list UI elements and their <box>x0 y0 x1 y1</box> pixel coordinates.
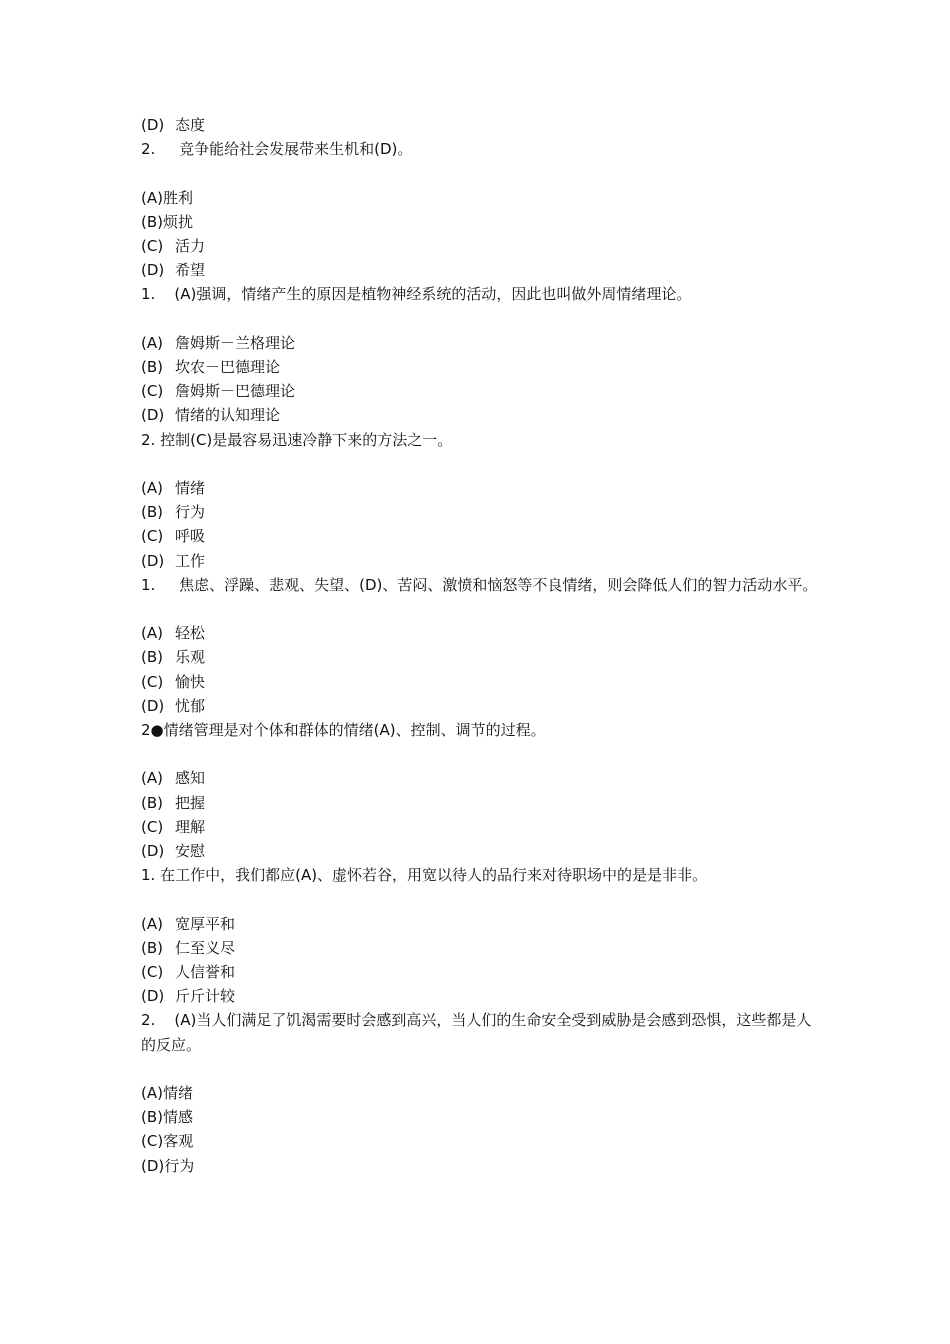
question-gap <box>155 285 174 303</box>
answer-option <box>141 766 821 790</box>
question-stem <box>141 428 821 452</box>
question-gap <box>155 576 179 594</box>
option-letter: (A) <box>141 1084 163 1103</box>
option-letter: (C) <box>141 1132 164 1151</box>
answer-option <box>141 210 821 234</box>
answer-option <box>141 1154 821 1178</box>
answer-option <box>141 403 821 427</box>
option-text: 活力 <box>175 237 206 255</box>
question-stem <box>141 1008 821 1056</box>
option-letter: (C) <box>141 817 164 836</box>
option-letter: (B) <box>141 938 163 957</box>
option-letter: (D) <box>141 261 165 280</box>
option-text: 烦扰 <box>163 212 194 231</box>
answer-option <box>141 694 821 718</box>
question-number: 2. <box>141 140 156 159</box>
option-letter: (D) <box>141 1156 165 1175</box>
question-gap <box>155 1011 174 1029</box>
question-number: 1. <box>141 866 156 885</box>
question-text: (A)强调，情绪产生的原因是植物神经系统的活动，因此也叫做外周情绪理论。 <box>174 285 692 304</box>
document-page <box>141 113 821 1178</box>
option-letter: (C) <box>141 672 164 691</box>
answer-option <box>141 936 821 960</box>
answer-option <box>141 258 821 282</box>
question-stem <box>141 863 821 887</box>
answer-option <box>141 621 821 645</box>
option-text: 安慰 <box>175 842 206 861</box>
option-letter: (B) <box>141 358 163 376</box>
option-text: 理解 <box>175 817 206 836</box>
option-letter: (C) <box>141 237 164 255</box>
answer-option <box>141 815 821 839</box>
option-letter: (D) <box>141 696 165 715</box>
option-letter: (B) <box>141 793 163 812</box>
option-text: 人信誉和 <box>175 963 236 982</box>
option-letter: (C) <box>141 527 164 546</box>
answer-option <box>141 524 821 548</box>
option-text: 感知 <box>175 769 206 788</box>
option-text: 客观 <box>163 1132 194 1151</box>
question-number: 1. <box>141 285 156 304</box>
option-letter: (A) <box>141 333 163 352</box>
option-text: 宽厚平和 <box>175 914 236 933</box>
answer-option <box>141 186 821 210</box>
answer-option <box>141 1129 821 1153</box>
option-letter: (B) <box>141 212 163 231</box>
option-text: 胜利 <box>162 188 193 207</box>
question-text: 控制(C)是最容易迅速冷静下来的方法之一。 <box>160 430 453 449</box>
option-letter: (D) <box>141 551 165 570</box>
option-letter: (B) <box>141 503 163 522</box>
option-letter: (A) <box>141 914 163 933</box>
answer-option <box>141 379 821 403</box>
option-text: 乐观 <box>175 648 206 667</box>
option-text: 情绪 <box>162 1084 193 1103</box>
option-letter: (A) <box>141 479 163 497</box>
question-gap <box>155 140 179 158</box>
answer-option <box>141 960 821 984</box>
option-text: 情感 <box>163 1108 194 1127</box>
question-number: 1. <box>141 575 156 594</box>
option-text: 行为 <box>175 503 206 522</box>
option-text: 詹姆斯－兰格理论 <box>175 333 296 352</box>
question-stem <box>141 137 821 161</box>
answer-option <box>141 670 821 694</box>
question-number: 2● <box>141 721 164 740</box>
option-text: 坎农－巴德理论 <box>175 358 281 376</box>
answer-option <box>141 984 821 1008</box>
question-text: 情绪管理是对个体和群体的情绪(A)、控制、调节的过程。 <box>163 721 546 740</box>
question-text: 焦虑、浮躁、悲观、失望、(D)、苦闷、激愤和恼怒等不良情绪，则会降低人们的智力活动水平。 <box>179 575 818 594</box>
option-letter: (D) <box>141 987 165 1006</box>
option-letter: (A) <box>141 188 163 207</box>
question-stem <box>141 718 821 742</box>
option-letter: (A) <box>141 624 163 643</box>
option-text: 工作 <box>175 551 206 570</box>
option-letter: (D) <box>141 116 165 134</box>
option-text: 愉快 <box>175 672 206 691</box>
option-text: 情绪 <box>175 479 206 497</box>
question-text: 竞争能给社会发展带来生机和(D)。 <box>179 140 413 159</box>
answer-option <box>141 912 821 936</box>
answer-option <box>141 500 821 524</box>
option-text: 行为 <box>164 1156 195 1175</box>
option-text: 忧郁 <box>175 696 206 715</box>
question-number: 2. <box>141 430 156 449</box>
question-number: 2. <box>141 1011 156 1030</box>
option-text: 态度 <box>175 116 206 134</box>
answer-option <box>141 839 821 863</box>
option-text: 詹姆斯－巴德理论 <box>175 382 296 401</box>
option-text: 希望 <box>175 261 206 280</box>
question-text: (A)当人们满足了饥渴需要时会感到高兴，当人们的生命安全受到威胁是会感到恐惧，这些都是人的反应。 <box>141 1011 812 1054</box>
answer-option <box>141 234 821 258</box>
question-stem <box>141 573 821 597</box>
answer-option <box>141 476 821 500</box>
answer-option <box>141 331 821 355</box>
question-text: 在工作中，我们都应(A)、虚怀若谷，用宽以待人的品行来对待职场中的是是非非。 <box>160 866 708 885</box>
option-text: 情绪的认知理论 <box>175 406 281 425</box>
answer-option <box>141 1081 821 1105</box>
answer-option <box>141 355 821 379</box>
answer-option <box>141 1105 821 1129</box>
option-text: 仁至义尽 <box>175 938 236 957</box>
option-letter: (C) <box>141 963 164 982</box>
answer-option <box>141 549 821 573</box>
option-text: 斤斤计较 <box>175 987 236 1006</box>
option-letter: (B) <box>141 648 163 667</box>
option-text: 把握 <box>175 793 206 812</box>
option-letter: (B) <box>141 1108 163 1127</box>
answer-option <box>141 791 821 815</box>
answer-option <box>141 113 821 137</box>
option-text: 轻松 <box>175 624 206 643</box>
option-letter: (A) <box>141 769 163 788</box>
option-text: 呼吸 <box>175 527 206 546</box>
answer-option <box>141 645 821 669</box>
question-stem <box>141 282 821 306</box>
option-letter: (D) <box>141 406 165 425</box>
option-letter: (D) <box>141 842 165 861</box>
option-letter: (C) <box>141 382 164 401</box>
